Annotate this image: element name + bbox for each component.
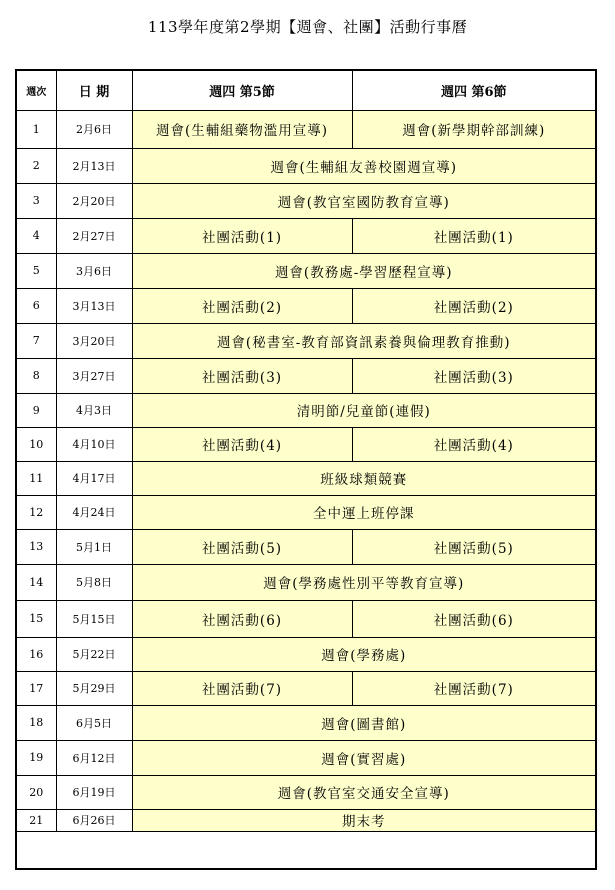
- week-number: 21: [16, 809, 56, 831]
- table-row: [16, 529, 596, 564]
- activity-merged: 週會(實習處): [132, 740, 596, 775]
- week-number: 19: [16, 740, 56, 775]
- table-row: [16, 183, 596, 218]
- week-number: 13: [16, 529, 56, 564]
- week-number: 20: [16, 775, 56, 809]
- table-row: [16, 600, 596, 637]
- activity-merged: 週會(學務處性別平等教育宣導): [132, 564, 596, 600]
- week-date: 4月10日: [56, 427, 132, 461]
- week-date: 2月27日: [56, 218, 132, 253]
- header-date: 日 期: [56, 70, 132, 110]
- activity-period-6: 週會(新學期幹部訓練): [352, 110, 596, 148]
- week-date: 4月24日: [56, 495, 132, 529]
- activity-period-6: 社團活動(6): [352, 600, 596, 637]
- table-row: [16, 671, 596, 705]
- activity-period-6: 社團活動(1): [352, 218, 596, 253]
- week-number: 10: [16, 427, 56, 461]
- week-date: 4月3日: [56, 393, 132, 427]
- week-date: 5月8日: [56, 564, 132, 600]
- week-number: 17: [16, 671, 56, 705]
- table-row: [16, 740, 596, 775]
- week-date: 6月26日: [56, 809, 132, 831]
- activity-merged: 全中運上班停課: [132, 495, 596, 529]
- activity-merged: 週會(秘書室-教育部資訊素養與倫理教育推動): [132, 323, 596, 358]
- week-number: 4: [16, 218, 56, 253]
- activity-period-6: 社團活動(4): [352, 427, 596, 461]
- activity-merged: 週會(教官室交通安全宣導): [132, 775, 596, 809]
- week-date: 4月17日: [56, 461, 132, 495]
- activity-period-6: 社團活動(2): [352, 288, 596, 323]
- schedule-body: [16, 110, 596, 869]
- week-date: 5月15日: [56, 600, 132, 637]
- week-date: 2月20日: [56, 183, 132, 218]
- table-row: [16, 637, 596, 671]
- activity-merged: 期末考: [132, 809, 596, 831]
- activity-period-5: 社團活動(3): [132, 358, 352, 393]
- week-number: 2: [16, 148, 56, 183]
- week-number: 12: [16, 495, 56, 529]
- activity-period-5: 社團活動(7): [132, 671, 352, 705]
- week-date: 3月13日: [56, 288, 132, 323]
- week-date: 6月5日: [56, 705, 132, 740]
- week-date: 2月13日: [56, 148, 132, 183]
- activity-merged: 週會(教務處-學習歷程宣導): [132, 253, 596, 288]
- page-title: 113學年度第2學期【週會、社團】活動行事曆: [147, 18, 468, 36]
- activity-period-6: 社團活動(5): [352, 529, 596, 564]
- schedule-table: [15, 69, 597, 870]
- activity-period-5: 週會(生輔組藥物濫用宣導): [132, 110, 352, 148]
- week-date: 2月6日: [56, 110, 132, 148]
- week-number: 1: [16, 110, 56, 148]
- week-number: 14: [16, 564, 56, 600]
- week-date: 3月6日: [56, 253, 132, 288]
- table-row: [16, 110, 596, 148]
- table-row: [16, 218, 596, 253]
- table-row: [16, 427, 596, 461]
- table-header-row: [16, 70, 596, 110]
- activity-period-6: 社團活動(3): [352, 358, 596, 393]
- table-row: [16, 358, 596, 393]
- activity-merged: 班級球類競賽: [132, 461, 596, 495]
- activity-period-5: 社團活動(2): [132, 288, 352, 323]
- week-number: 7: [16, 323, 56, 358]
- table-row: [16, 148, 596, 183]
- week-date: 6月19日: [56, 775, 132, 809]
- week-date: 5月1日: [56, 529, 132, 564]
- activity-period-5: 社團活動(6): [132, 600, 352, 637]
- activity-period-5: 社團活動(5): [132, 529, 352, 564]
- week-number: 5: [16, 253, 56, 288]
- table-row: [16, 564, 596, 600]
- week-number: 9: [16, 393, 56, 427]
- table-row: [16, 809, 596, 831]
- week-date: 5月29日: [56, 671, 132, 705]
- table-row: [16, 253, 596, 288]
- header-week: 週次: [16, 70, 56, 110]
- activity-period-5: 社團活動(4): [132, 427, 352, 461]
- week-date: 3月27日: [56, 358, 132, 393]
- week-date: 3月20日: [56, 323, 132, 358]
- activity-merged: 週會(圖書館): [132, 705, 596, 740]
- week-number: 6: [16, 288, 56, 323]
- header-period-6: 週四 第6節: [352, 70, 596, 110]
- table-row: [16, 775, 596, 809]
- week-number: 3: [16, 183, 56, 218]
- activity-merged: 週會(學務處): [132, 637, 596, 671]
- week-date: 6月12日: [56, 740, 132, 775]
- week-number: 18: [16, 705, 56, 740]
- blank-cell: [16, 831, 596, 869]
- table-row: [16, 393, 596, 427]
- table-row: [16, 288, 596, 323]
- table-row: [16, 495, 596, 529]
- activity-merged: 清明節/兒童節(連假): [132, 393, 596, 427]
- week-date: 5月22日: [56, 637, 132, 671]
- table-row: [16, 323, 596, 358]
- activity-period-6: 社團活動(7): [352, 671, 596, 705]
- week-number: 11: [16, 461, 56, 495]
- activity-merged: 週會(生輔組友善校園週宣導): [132, 148, 596, 183]
- blank-row: [16, 831, 596, 869]
- activity-merged: 週會(教官室國防教育宣導): [132, 183, 596, 218]
- week-number: 8: [16, 358, 56, 393]
- table-row: [16, 705, 596, 740]
- week-number: 16: [16, 637, 56, 671]
- table-row: [16, 461, 596, 495]
- week-number: 15: [16, 600, 56, 637]
- activity-period-5: 社團活動(1): [132, 218, 352, 253]
- header-period-5: 週四 第5節: [132, 70, 352, 110]
